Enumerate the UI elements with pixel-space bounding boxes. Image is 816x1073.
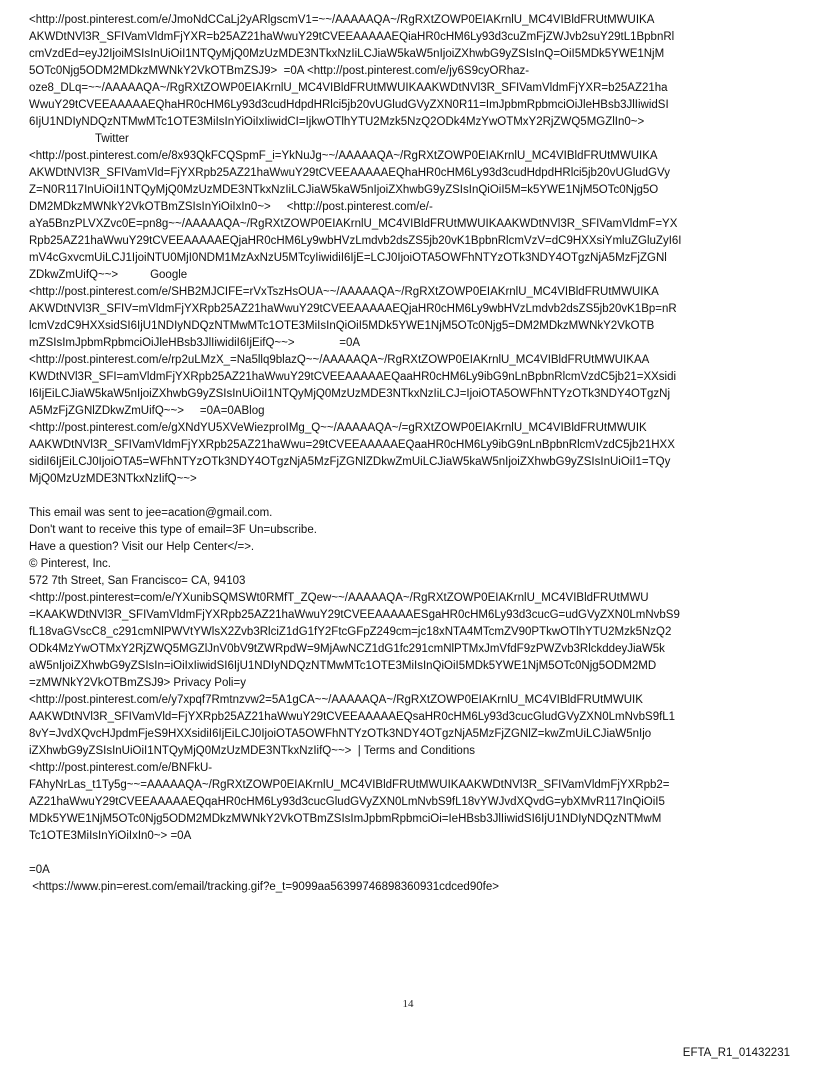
footer-block: This email was sent to jee=acation@gmail.com. Don't want to receive this type of email=3F Un=ubscribe. Have a question? Visit our Help Center</=>. © Pinterest, Inc. 572 7th Street, San Francisco= CA, 94103 <http://post.pinterest=com/e/YXunibSQMSWt0RMfT_ZQew~~/AAAAAQA~/RgRXtZOWP0EIAKrnlU_MC4VIBldFRUtMWU =KAAKWDtNVl3R_SFIVamVldmFjYXRpb25AZ21haWwuY29tCVEEAAAAAESgaHR0cHM6Ly93d3cucG=udGVyZXN0LmNvbS9 fL18vaGVscC8_c291cmNlPWVtYWlsX2Zvb3RlciZ1dG1fY2FtcGFpZ249cm=jc18xNTA4MTcmZV90PTkwOTlhYTU2Mzk5NzQ2 ODk4MzYwOTMxY2RjZWQ5MGZlJnV0bV9tZWRpdW=9MjAwNCZ1dG1fc291cmNlPTMxJmVfdF9zPWZvb3RlckddeyJiaW5k aW5nIjoiZXhwbG9yZSIsIn=iOiIxIiwidSI6IjU1NDIyNDQzNTMwMTc1OTE3MiIsInQiOiI5MDk5YWE1NjM5OTc0Njg5ODM2MD =zMWNkY2VkOTBmZSJ9> Privacy Poli=y <http://post.pinterest.com/e/y7xpqf7Rmtnzvw2=5A1gCA~~/AAAAAQA~/RgRXtZOWP0EIAKrnlU_MC4VIBldFRUtMWUIK AAKWDtNVl3R_SFIVamVld=FjYXRpb25AZ21haWwuY29tCVEEAAAAAEQsaHR0cHM6Ly93d3cucGludGVyZXN0LmNvbS9fL1 8vY=JvdXQvcHJpdmFjeS9HXXsidiI6IjEiLCJ0IjoiOTA5OWFhNTYzOTk3NDY4OTgzNjA5MzFjZGNlZ=kwZmUiLCJiaW5nIjo iZXhwbG9yZSIsInUiOiI1NTQyMjQ0MzUzMDE3NTkxNzIifQ~~> | Terms and Conditions <http://post.pinterest.com/e/BNFkU- FAhyNrLas_t1Ty5g~~=AAAAAQA~/RgRXtZOWP0EIAKrnlU_MC4VIBldFRUtMWUIKAAKWDtNVl3R_SFIVamVldmFjYXRpb2= AZ21haWwuY29tCVEEAAAAAEQqaHR0cHM6Ly93d3cucGludGVyZXN0LmNvbS9fL18vYWJvdXQvdG=ybXMvR117InQiOiI5 MDk5YWE1NjM5OTc0Njg5ODM2MDkzMWNkY2VkOTBmZSIsImJpbmRpbmciOi=IeHBsb3JlIiwidSI6IjU1NDIyNDQzNTMwM Tc1OTE3MiIsInYiOiIxIn0~> =0A [29,507,680,842]
link-block-blog: <http://post.pinterest.com/e/gXNdYU5XVeWiezproIMg_Q~~/AAAAAQA~/=gRXtZOWP0EIAKrnlU_MC4VIBldFRUtMWUIK AAKWDtNVl3R_SFIVamVldmFjYXRpb25AZ21haWwu=29tCVEEAAAAAEQaaHR0cHM6Ly9ibG9nLnBpbnRlcmVzdC5jb21HXX sidiI6IjEiLCJ0IjoiOTA5=WFhNTYzOTk3NDY4OTgzNjA5MzFjZGNlZDkwZmUiLCJiaW5kaW5nIjoiZXhwbG9yZSIsInUiOiI1=TQy MjQ0MzUzMDE3NTkxNzIifQ~~> [29,422,675,485]
bates-stamp: EFTA_R1_01432231 [682,1047,790,1059]
link-block-facebook-twitter: <http://post.pinterest.com/e/JmoNdCCaLj2yARlgscmV1=~~/AAAAAQA~/RgRXtZOWP0EIAKrnlU_MC4VIBldFRUtMWUIKA AKWDtNVl3R_SFIVamVldmFjYXR=b25AZ21haWwuY29tCVEEAAAAAEQiaHR0cHM6Ly93d3cuZmFjZWJvb2suY29tL1BpbnRl cmVzdEd=eyJ2IjoiMSIsInUiOiI1NTQyMjQ0MzUzMDE3NTkxNzIiLCJiaW5kaW5nIjoiZXhwbG9yZSIsInQ=OiI5MDk5YWE1NjM 5OTc0Njg5ODM2MDkzMWNkY2VkOTBmZSJ9> =0A <http://post.pinterest.com/e/jy6S9cyORhaz- oze8_DLq=~~/AAAAAQA~/RgRXtZOWP0EIAKrnlU_MC4VIBldFRUtMWUIKAAKWDtNVl3R_SFIVamVldmFjYXR=b25AZ21ha WwuY29tCVEEAAAAAEQhaHR0cHM6Ly93d3cudHdpdHRlci5jb20vUGludGVyZXN0R11=ImJpbmRpbmciOiJleHBsb3JlIiwidSI 6IjU1NDIyNDQzNTMwMTc1OTE3MiIsInYiOiIxIiwidCI=IjkwOTlhYTU2Mzk5NzQ2ODk4MzYwOTMxY2RjZWQ5MGZlIn0~> [29,14,675,128]
link-block-blog-label: <http://post.pinterest.com/e/rp2uLMzX_=Na5llq9blazQ~~/AAAAAQA~/RgRXtZOWP0EIAKrnlU_MC4VIBldFRUtMWUIKAA KWDtNVl3R_SFI=amVldmFjYXRpb25AZ21haWwuY29tCVEEAAAAAEQaaHR0cHM6Ly9ibG9nLnBpbnRlcmVzdC5jb21=XXsidi I6IjEiLCJiaW5kaW5nIjoiZXhwbG9yZSIsInUiOiI1NTQyMjQ0MzUzMDE3NTkxNzIiLCJ=IjoiOTA5OWFhNTYzOTk3NDY4OTgzNj A5MzFjZGNlZDkwZmUifQ~~> =0A=0ABlog [29,354,677,417]
link-block-google: <http://post.pinterest.com/e/SHB2MJCIFE=rVxTszHsOUA~~/AAAAAQA~/RgRXtZOWP0EIAKrnlU_MC4VIBldFRUtMWUIKA AKWDtNVl3R_SFIV=mVldmFjYXRpb25AZ21haWwuY29tCVEEAAAAAEQjaHR0cHM6Ly9wbHVzLmdvb2dsZS5jb20vK1Bp=nR lcmVzdC9HXXsidSI6IjU1NDIyNDQzNTMwMTc1OTE3MiIsInQiOiI5MDk5YWE1NjM5OTc0Njg5=DM2MDkzMWNkY2VkOTB mZSIsImJpbmRpbmciOiJleHBsb3JlIiwidiI6IjEifQ~~> =0A [29,286,677,349]
link-block-twitter-google: <http://post.pinterest.com/e/8x93QkFCQSpmF_i=YkNuJg~~/AAAAAQA~/RgRXtZOWP0EIAKrnlU_MC4VIBldFRUtMWUIKA AKWDtNVl3R_SFIVamVld=FjYXRpb25AZ21haWwuY29tCVEEAAAAAEQhaHR0cHM6Ly93d3cudHdpdHRlci5jb20vUGludGVy Z=N0R117InUiOiI1NTQyMjQ0MzUzMDE3NTkxNzIiLCJiaW5kaW5nIjoiZXhwbG9yZSIsInQiOiI5M=k5YWE1NjM5OTc0Njg5O DM2MDkzMWNkY2VkOTBmZSIsInYiOiIxIn0~> <http://post.pinterest.com/e/- aYa5BnzPLVXZvc0E=pn8g~~/AAAAAQA~/RgRXtZOWP0EIAKrnlU_MC4VIBldFRUtMWUIKAAKWDtNVl3R_SFIVamVldmF=YX Rpb25AZ21haWwuY29tCVEEAAAAAEQjaHR0cHM6Ly9wbHVzLmdvb2dsZS5jb20vK1BpbnRlcmVzV=dC9HXXsiYmluZGluZyI6I mV4cGxvcmUiLCJ1IjoiNTU0MjI0NDM1MzAxNzU5MTcyIiwidiI6IjE=LCJ0IjoiOTA5OWFhNTYzOTk3NDY4OTgzNjA5MzFjZGNl ZDkwZmUifQ~~> Google [29,150,682,281]
page-number: 14 [402,998,414,1010]
tracking-block: =0A <https://www.pin=erest.com/email/tracking.gif?e_t=9099aa56399746898360931cdced90fe> [29,864,499,893]
spacer [29,488,799,505]
email-body [29,12,799,896]
spacer [29,845,799,862]
social-label-twitter: Twitter [95,133,129,145]
